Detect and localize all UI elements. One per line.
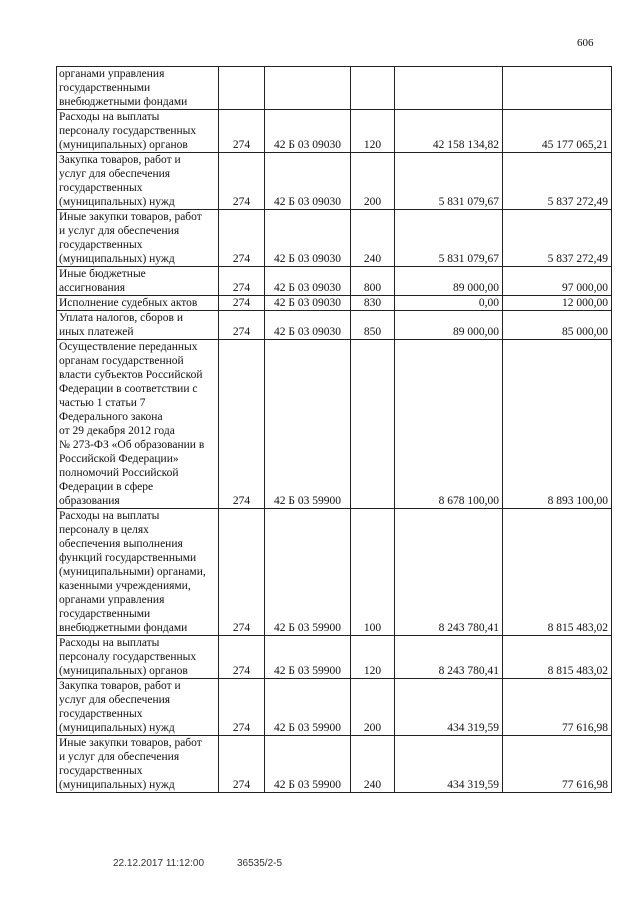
cell-department-code <box>219 67 265 110</box>
table-row <box>57 679 612 736</box>
cell-amount-year2: 97 000,00 <box>503 267 612 296</box>
cell-department-code: 274 <box>219 296 265 311</box>
cell-expense-type: 120 <box>351 636 395 679</box>
cell-amount-year1: 0,00 <box>395 296 503 311</box>
cell-amount-year2: 45 177 065,21 <box>503 110 612 153</box>
cell-description: Закупка товаров, работ и услуг для обеспечения государственных (муниципальных) нужд <box>57 153 219 210</box>
cell-amount-year1: 89 000,00 <box>395 311 503 340</box>
cell-amount-year2 <box>503 67 612 110</box>
cell-department-code: 274 <box>219 679 265 736</box>
cell-target-article: 42 Б 03 09030 <box>265 153 351 210</box>
cell-amount-year1: 434 319,59 <box>395 736 503 793</box>
cell-expense-type: 240 <box>351 210 395 267</box>
cell-amount-year1: 89 000,00 <box>395 267 503 296</box>
cell-target-article: 42 Б 03 09030 <box>265 210 351 267</box>
cell-amount-year1: 434 319,59 <box>395 679 503 736</box>
cell-target-article: 42 Б 03 59900 <box>265 636 351 679</box>
cell-description: Иные бюджетные ассигнования <box>57 267 219 296</box>
cell-expense-type: 200 <box>351 679 395 736</box>
cell-description: Расходы на выплаты персоналу в целях обеспечения выполнения функций государственными (муниципальными) органами, казенными учреждениями, органами управления государственными внебюджетными фондами <box>57 509 219 636</box>
cell-amount-year1: 8 243 780,41 <box>395 509 503 636</box>
cell-expense-type: 200 <box>351 153 395 210</box>
cell-description: Осуществление переданных органам государственной власти субъектов Российской Федерации в соответствии с частью 1 статьи 7 Федерального закона от 29 декабря 2012 года № 273-ФЗ «Об образовании в Российской Федерации» полномочий Российской Федерации в сфере образования <box>57 340 219 509</box>
cell-amount-year2: 77 616,98 <box>503 736 612 793</box>
page-number: 606 <box>577 37 594 49</box>
cell-amount-year1: 5 831 079,67 <box>395 153 503 210</box>
cell-expense-type: 850 <box>351 311 395 340</box>
cell-department-code: 274 <box>219 311 265 340</box>
footer-timestamp: 22.12.2017 11:12:00 <box>113 858 205 869</box>
cell-target-article <box>265 67 351 110</box>
table-row <box>57 267 612 296</box>
cell-description: Иные закупки товаров, работ и услуг для обеспечения государственных (муниципальных) нужд <box>57 210 219 267</box>
cell-amount-year1: 8 243 780,41 <box>395 636 503 679</box>
cell-amount-year2: 5 837 272,49 <box>503 153 612 210</box>
cell-target-article: 42 Б 03 59900 <box>265 509 351 636</box>
cell-description: Исполнение судебных актов <box>57 296 219 311</box>
cell-department-code: 274 <box>219 736 265 793</box>
table-row <box>57 110 612 153</box>
cell-amount-year2: 77 616,98 <box>503 679 612 736</box>
cell-department-code: 274 <box>219 153 265 210</box>
cell-department-code: 274 <box>219 636 265 679</box>
table-row <box>57 296 612 311</box>
cell-description: Иные закупки товаров, работ и услуг для обеспечения государственных (муниципальных) нужд <box>57 736 219 793</box>
cell-target-article: 42 Б 03 59900 <box>265 736 351 793</box>
table-row <box>57 636 612 679</box>
cell-expense-type: 830 <box>351 296 395 311</box>
cell-expense-type: 100 <box>351 509 395 636</box>
cell-amount-year2: 5 837 272,49 <box>503 210 612 267</box>
cell-expense-type: 800 <box>351 267 395 296</box>
table-row <box>57 210 612 267</box>
cell-description: Расходы на выплаты персоналу государственных (муниципальных) органов <box>57 636 219 679</box>
cell-department-code: 274 <box>219 267 265 296</box>
cell-description: органами управления государственными внебюджетными фондами <box>57 67 219 110</box>
cell-department-code: 274 <box>219 210 265 267</box>
cell-description: Уплата налогов, сборов и иных платежей <box>57 311 219 340</box>
cell-amount-year2: 8 893 100,00 <box>503 340 612 509</box>
cell-target-article: 42 Б 03 09030 <box>265 110 351 153</box>
cell-target-article: 42 Б 03 59900 <box>265 679 351 736</box>
cell-expense-type <box>351 340 395 509</box>
cell-department-code: 274 <box>219 340 265 509</box>
table-row <box>57 340 612 509</box>
table-row <box>57 736 612 793</box>
cell-target-article: 42 Б 03 09030 <box>265 311 351 340</box>
cell-target-article: 42 Б 03 09030 <box>265 267 351 296</box>
table-row <box>57 509 612 636</box>
cell-amount-year2: 8 815 483,02 <box>503 509 612 636</box>
footer-document-id: 36535/2-5 <box>237 858 283 869</box>
budget-table-body <box>57 67 612 793</box>
cell-target-article: 42 Б 03 59900 <box>265 340 351 509</box>
table-row <box>57 311 612 340</box>
cell-department-code: 274 <box>219 509 265 636</box>
cell-amount-year2: 12 000,00 <box>503 296 612 311</box>
cell-amount-year2: 8 815 483,02 <box>503 636 612 679</box>
cell-amount-year1: 42 158 134,82 <box>395 110 503 153</box>
cell-target-article: 42 Б 03 09030 <box>265 296 351 311</box>
cell-amount-year1: 5 831 079,67 <box>395 210 503 267</box>
cell-description: Расходы на выплаты персоналу государственных (муниципальных) органов <box>57 110 219 153</box>
cell-amount-year1 <box>395 67 503 110</box>
cell-expense-type <box>351 67 395 110</box>
cell-expense-type: 240 <box>351 736 395 793</box>
cell-amount-year2: 85 000,00 <box>503 311 612 340</box>
table-row <box>57 153 612 210</box>
cell-department-code: 274 <box>219 110 265 153</box>
cell-amount-year1: 8 678 100,00 <box>395 340 503 509</box>
budget-table <box>56 66 612 793</box>
table-row <box>57 67 612 110</box>
cell-expense-type: 120 <box>351 110 395 153</box>
cell-description: Закупка товаров, работ и услуг для обеспечения государственных (муниципальных) нужд <box>57 679 219 736</box>
